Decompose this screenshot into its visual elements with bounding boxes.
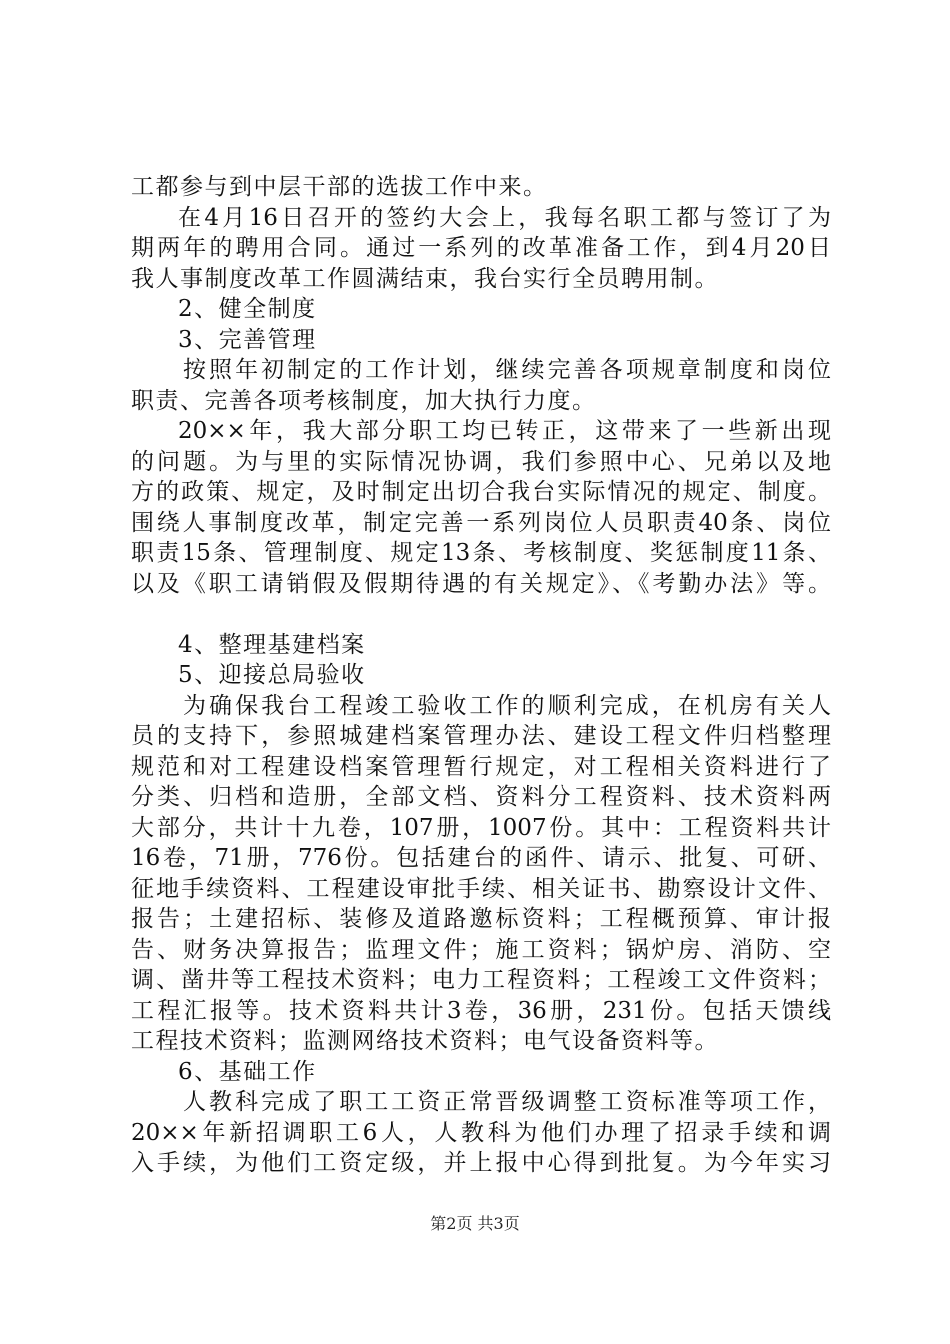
section-heading: 6、基础工作 [178, 1058, 317, 1085]
text-line: 我人事制度改革工作圆满结束，我台实行全员聘用制。 [131, 265, 719, 292]
section-heading: 2、健全制度 [178, 296, 317, 322]
text-line: 为确保我台工程竣工验收工作的顺利完成，在机房有关人 [183, 692, 831, 719]
section-heading: 4、整理基建档案 [178, 631, 366, 658]
text-line: 员的支持下，参照城建档案管理办法、建设工程文件归档整理 [131, 723, 831, 749]
text-line: 职责、完善各项考核制度，加大执行力度。 [131, 387, 597, 414]
text-line: 16卷，71册，776份。包括建台的函件、请示、批复、可研、 [131, 845, 831, 871]
text-line: 告、财务决算报告；监理文件；施工资料；锅炉房、消防、空 [131, 936, 831, 963]
text-line: 20××年，我大部分职工均已转正，这带来了一些新出现 [178, 418, 831, 444]
text-line: 分类、归档和造册，全部文档、资料分工程资料、技术资料两 [131, 784, 831, 810]
text-line: 20××年新招调职工6人，人教科为他们办理了招录手续和调 [131, 1119, 831, 1146]
text-line: 规范和对工程建设档案管理暂行规定，对工程相关资料进行了 [131, 753, 831, 780]
text-line: 按照年初制定的工作计划，继续完善各项规章制度和岗位 [183, 357, 831, 383]
text-line: 人教科完成了职工工资正常晋级调整工资标准等项工作， [183, 1089, 831, 1115]
text-line: 工程汇报等。技术资料共计3卷，36册，231份。包括天馈线 [131, 997, 831, 1024]
text-line: 调、凿井等工程技术资料；电力工程资料；工程竣工文件资料； [131, 967, 831, 993]
paragraph-gap [131, 599, 831, 630]
text-line: 职责15条、管理制度、规定13条、考核制度、奖惩制度11条、 [131, 540, 831, 566]
section-heading: 3、完善管理 [178, 326, 317, 353]
text-line: 以及《职工请销假及假期待遇的有关规定》、《考勤办法》等。 [131, 570, 831, 597]
section-heading: 5、迎接总局验收 [178, 662, 366, 688]
text-line: 征地手续资料、工程建设审批手续、相关证书、勘察设计文件、 [131, 875, 831, 902]
text-line: 工都参与到中层干部的选拔工作中来。 [131, 174, 548, 200]
text-line: 方的政策、规定，及时制定出切合我台实际情况的规定、制度。 [131, 479, 831, 505]
text-line: 工程技术资料；监测网络技术资料；电气设备资料等。 [131, 1028, 719, 1054]
text-line: 入手续，为他们工资定级，并上报中心得到批复。为今年实习 [131, 1150, 831, 1176]
page-footer: 第2页 共3页 [430, 1214, 520, 1233]
text-line: 围绕人事制度改革，制定完善一系列岗位人员职责40条、岗位 [131, 509, 831, 536]
text-line: 期两年的聘用合同。通过一系列的改革准备工作，到4月20日 [131, 235, 831, 261]
text-line: 大部分，共计十九卷，107册，1007份。其中：工程资料共计 [131, 814, 831, 841]
text-line: 在4月16日召开的签约大会上，我每名职工都与签订了为 [178, 204, 831, 231]
text-line: 报告；土建招标、装修及道路邀标资料；工程概预算、审计报 [131, 906, 831, 932]
document-body [131, 172, 831, 1179]
text-line: 的问题。为与里的实际情况协调，我们参照中心、兄弟以及地 [131, 448, 831, 475]
